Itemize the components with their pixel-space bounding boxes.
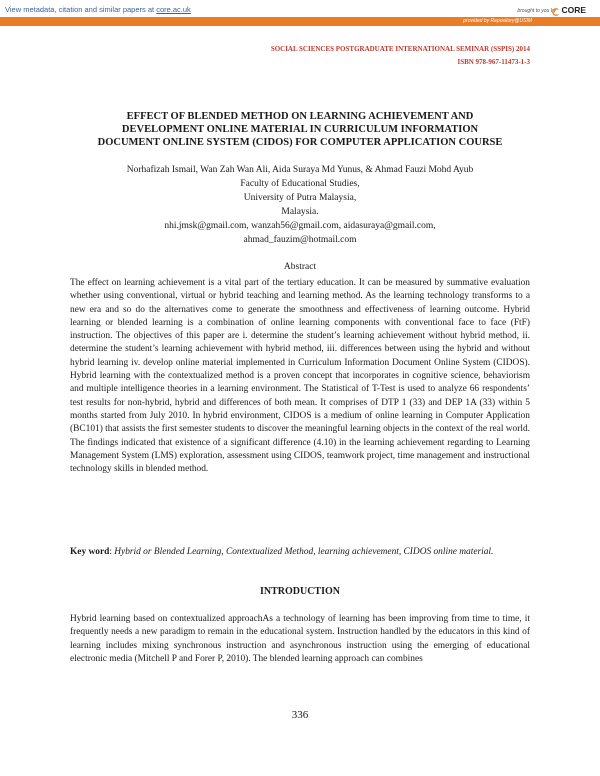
keywords-label: Key word (70, 547, 110, 557)
author-block (70, 163, 530, 247)
page-number: 336 (291, 709, 309, 721)
abstract-heading: Abstract (283, 262, 317, 272)
running-header (271, 43, 530, 69)
abstract-text: The effect on learning achievement is a vital part of the tertiary education. It can be measured by summative evaluation whether using conventional, virtual or hybrid teaching and learning method. As the learning technology transforms to a new era and so do the alternatives come to generate the smoothness and effectiveness of learning outcome. Hybrid learning or blended learning is a combination of online learning components with conventional face to face (FtF) instruction. The objectives of this paper are i. determine the student’s learning achievement without hybrid method, ii. determine the student’s learning achievement with hybrid method, iii. differences between using the hybrid and without hybrid learning iv. develop online material implemented in Curriculum Information Document Online System (CIDOS). Hybrid learning with the contextualized method is a proven concept that incorporates in cognitive science, behaviorism and multiple intelligence theories in a learning environment. The Statistical of T-Test is used to analyze 66 respondents’ test results for non-hybrid, hybrid and differences of both mean. It comprises of DTP 1 (33) and DEP 1A (33) within 5 months started from July 2010. In hybrid environment, CIDOS is a medium of online learning in Computer Application (BC101) that assists the first semester students to discover the meaningful learning objects in the context of the real world. The findings indicated that existence of a significant difference (4.10) in the learning achievement regarding to Learning Management System (LMS) exploration, assessment using CIDOS, teamwork project, time management and instructional technology skills in blended method. (70, 278, 530, 475)
introduction-text: Hybrid learning based on contextualized approachAs a technology of learning has been improving from time to time, it frequently needs a new paradigm to remain in the educational system. Instruction handled by the educators in this kind of learning includes mixing synchronous instruction and asynchronous instruction using the emerging of educational electronic media (Mitchell P and Forer P, 2010). The blended learning approach can combines (70, 614, 530, 664)
provided-by-bar (0, 17, 600, 26)
core-logo-text: CORE (561, 5, 586, 15)
introduction-heading: INTRODUCTION (259, 586, 340, 597)
title-line: EFFECT OF BLENDED METHOD ON LEARNING ACHIEVEMENT AND (126, 111, 474, 122)
title-line: DOCUMENT ONLINE SYSTEM (CIDOS) FOR COMPUTER APPLICATION COURSE (97, 137, 503, 148)
author-names: Norhafizah Ismail, Wan Zah Wan Ali, Aida Suraya Md Yunus, & Ahmad Fauzi Mohd Ayub (126, 165, 474, 175)
paper-title (70, 110, 530, 149)
provided-by-text: provided by Repository@USIM (463, 18, 532, 24)
seminar-title: SOCIAL SCIENCES POSTGRADUATE INTERNATIONAL SEMINAR (SSPIS) 2014 (270, 45, 530, 53)
core-logo-icon (552, 8, 560, 16)
affiliation-faculty: Faculty of Educational Studies, (240, 179, 360, 189)
keywords (70, 546, 530, 559)
brought-to-you-text: brought to you by (517, 8, 556, 14)
metadata-banner (0, 0, 600, 30)
affiliation-university: University of Putra Malaysia, (243, 193, 357, 203)
keywords-terms: Hybrid or Blended Learning, Contextualized Method, learning achievement, CIDOS online material. (114, 547, 494, 557)
author-emails: nhi.jmsk@gmail.com, wanzah56@gmail.com, aidasuraya@gmail.com, (164, 221, 436, 231)
isbn: ISBN 978-967-11473-1-3 (457, 58, 530, 66)
core-brand[interactable] (446, 3, 586, 17)
keywords-separator: : (109, 547, 115, 557)
metadata-link-text: View metadata, citation and similar papers at (5, 5, 157, 14)
affiliation-country: Malaysia. (281, 207, 319, 217)
title-line: DEVELOPMENT ONLINE MATERIAL IN CURRICULUM INFORMATION (121, 124, 479, 135)
core-site-link[interactable]: core.ac.uk (156, 5, 191, 14)
author-emails: ahmad_fauzim@hotmail.com (243, 235, 357, 245)
metadata-link[interactable] (5, 5, 191, 14)
